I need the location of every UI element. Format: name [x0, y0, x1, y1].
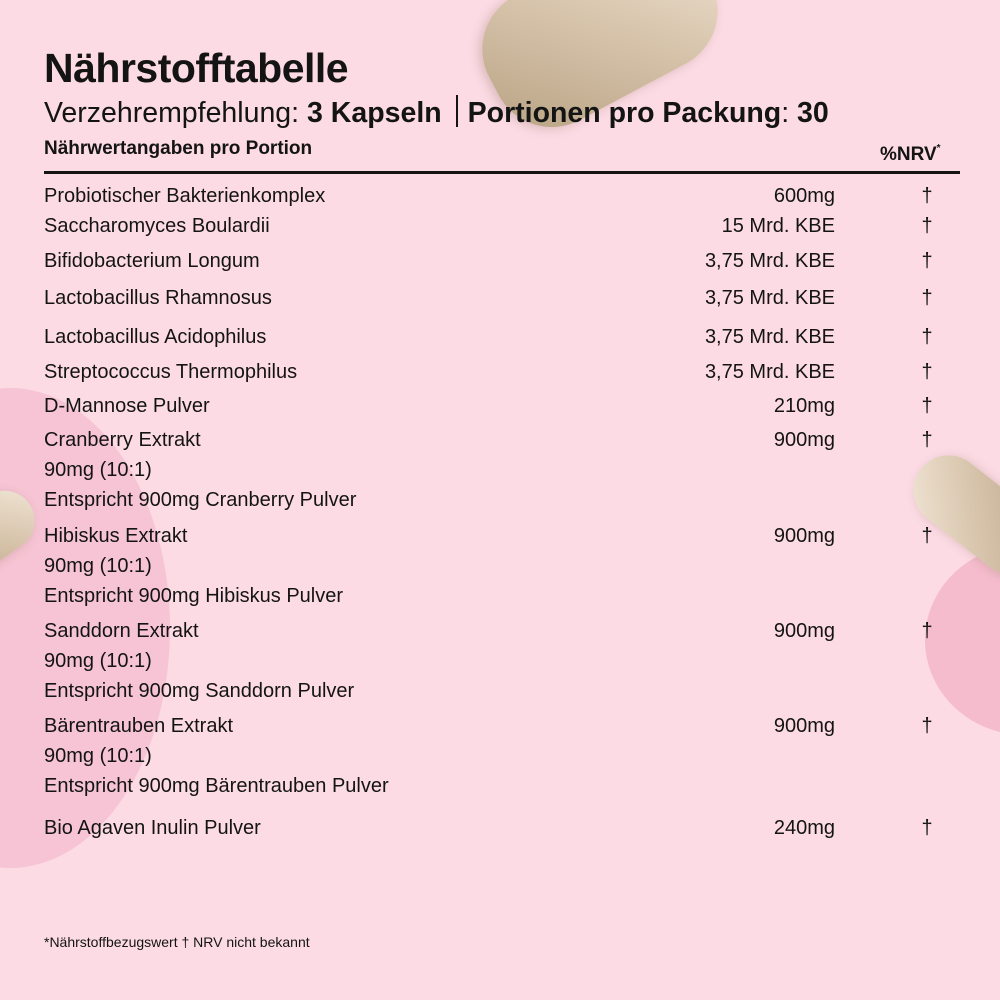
nutrient-name: Cranberry Extrakt [44, 429, 201, 451]
nutrient-name: Probiotischer Bakterienkomplex [44, 185, 326, 207]
nutrient-name-block [44, 616, 354, 706]
nutrient-amount: 900mg [773, 525, 835, 547]
nutrient-name-block [44, 425, 356, 515]
nutrient-nrv: † [921, 395, 933, 417]
nutrient-nrv: † [921, 326, 933, 348]
nutrient-nrv: † [921, 185, 933, 207]
nutrient-name: Bio Agaven Inulin Pulver [44, 817, 261, 839]
column-header-nrv [880, 137, 941, 167]
nutrient-amount: 3,75 Mrd. KBE [704, 287, 835, 309]
nutrient-nrv: † [921, 215, 933, 237]
nutrient-equivalent: Entspricht 900mg Bärentrauben Pulver [44, 775, 389, 797]
footnote: *Nährstoffbezugswert † NRV nicht bekannt [44, 934, 310, 950]
nutrient-name-block [44, 521, 343, 611]
nutrient-equivalent: Entspricht 900mg Cranberry Pulver [44, 489, 357, 511]
serving-info [44, 95, 829, 131]
portions-value: 30 [797, 97, 829, 129]
nutrient-nrv: † [921, 525, 933, 547]
nrv-header-asterisk: * [936, 143, 941, 154]
nutrient-amount: 240mg [773, 817, 835, 839]
portions-colon: : [781, 97, 790, 129]
nutrient-nrv: † [921, 361, 933, 383]
header-divider [44, 171, 960, 174]
dose-label: Verzehrempfehlung: [44, 97, 300, 129]
nutrient-amount: 900mg [773, 715, 835, 737]
nutrient-equivalent: Entspricht 900mg Sanddorn Pulver [44, 680, 355, 702]
nutrient-name: Lactobacillus Acidophilus [44, 326, 267, 348]
nutrient-nrv: † [921, 715, 933, 737]
nutrient-amount: 210mg [773, 395, 835, 417]
nutrient-amount: 3,75 Mrd. KBE [704, 250, 835, 272]
nutrient-nrv: † [921, 817, 933, 839]
nutrient-nrv: † [921, 620, 933, 642]
separator [456, 95, 458, 127]
nutrient-equivalent: Entspricht 900mg Hibiskus Pulver [44, 585, 344, 607]
nutrient-name: Hibiskus Extrakt [44, 525, 188, 547]
nutrient-amount: 3,75 Mrd. KBE [704, 326, 835, 348]
nutrient-name: Bärentrauben Extrakt [44, 715, 233, 737]
portions-label: Portionen pro Packung [467, 97, 782, 129]
nutrient-detail: 90mg (10:1) [44, 650, 152, 672]
nutrient-amount: 900mg [773, 429, 835, 451]
nutrient-amount: 3,75 Mrd. KBE [704, 361, 835, 383]
nutrient-amount: 900mg [773, 620, 835, 642]
column-header-nutrients: Nährwertangaben pro Portion [44, 138, 313, 159]
nutrient-amount: 600mg [773, 185, 835, 207]
nutrient-name: Streptococcus Thermophilus [44, 361, 298, 383]
page-title: Nährstofftabelle [44, 45, 349, 91]
nutrient-name: Saccharomyces Boulardii [44, 215, 270, 237]
nutrient-name-block [44, 711, 389, 801]
nutrient-name: Sanddorn Extrakt [44, 620, 199, 642]
nutrient-nrv: † [921, 287, 933, 309]
nutrient-nrv: † [921, 250, 933, 272]
nrv-header-label: %NRV [880, 144, 937, 165]
nutrient-detail: 90mg (10:1) [44, 745, 152, 767]
nutrient-name: Bifidobacterium Longum [44, 250, 260, 272]
nutrient-detail: 90mg (10:1) [44, 555, 152, 577]
nutrient-nrv: † [921, 429, 933, 451]
nutrient-name: Lactobacillus Rhamnosus [44, 287, 272, 309]
nutrient-detail: 90mg (10:1) [44, 459, 152, 481]
nutrient-name: D-Mannose Pulver [44, 395, 210, 417]
nutrient-amount: 15 Mrd. KBE [721, 215, 835, 237]
dose-value: 3 Kapseln [307, 97, 442, 129]
